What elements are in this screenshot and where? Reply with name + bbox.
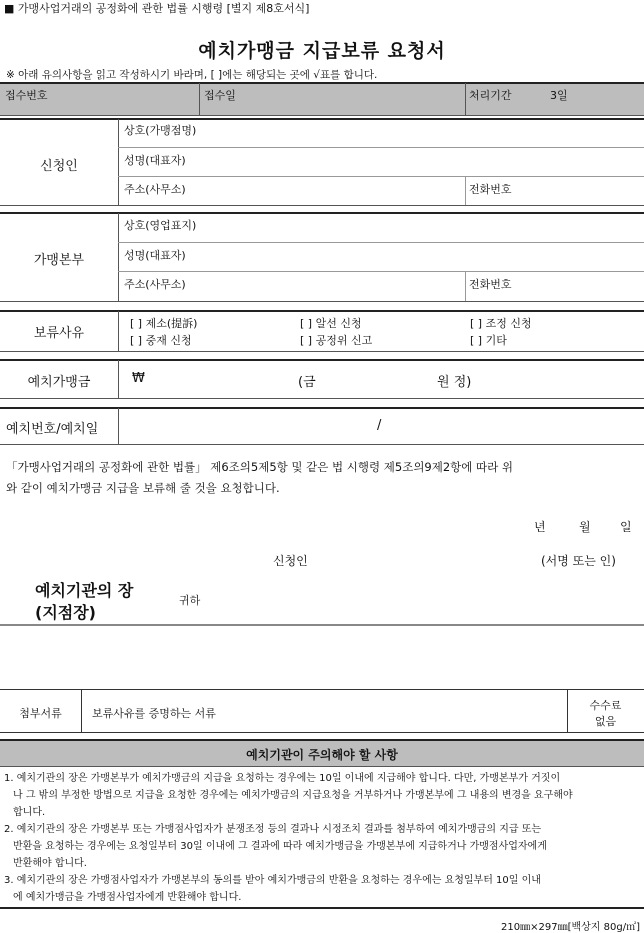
caution-line: 나 그 밖의 부정한 방법으로 지급을 요청한 경우에는 예치가맹금의 지급요청을 거부하거나 가맹본부에 그 내용의 변경을 요구해야 (13, 790, 573, 801)
caution-body (4, 770, 573, 906)
fee-label: 수수료 (589, 699, 622, 712)
date-month-label: 월 (579, 520, 591, 534)
notice-text: ※ 아래 유의사항을 읽고 작성하시기 바라며, [ ]에는 해당되는 곳에 √표를 합니다. (6, 69, 378, 81)
deposit-section-label: 예치가맹금 (27, 375, 91, 390)
paper-size-note: 210㎜×297㎜[백상지 80g/㎡] (501, 922, 640, 933)
amount-open-text: (금 (298, 375, 316, 390)
reason-section-label: 보류사유 (33, 326, 85, 341)
applicant-phone-field[interactable]: 전화번호 (469, 183, 512, 196)
recipient-suffix: 귀하 (179, 594, 201, 607)
date-year-label: 년 (534, 520, 546, 534)
statement-line-2: 와 같이 예치가맹금 지급을 보류해 줄 것을 요청합니다. (6, 481, 280, 495)
signer-label: 신청인 (273, 554, 308, 568)
receipt-number-label: 접수번호 (5, 89, 48, 102)
caution-line: 반환을 요청하는 경우에는 요청일부터 30일 이내에 그 결과에 따라 예치가맹금을 가맹본부에 지급하거나 가맹점사업자에게 (13, 841, 547, 852)
receipt-date-label: 접수일 (204, 89, 236, 102)
caution-line: 합니다. (13, 807, 46, 818)
attachment-label: 첨부서류 (19, 707, 62, 720)
reason-option-arbitration[interactable]: [ ] 중재 신청 (130, 334, 192, 347)
franchisor-address-field[interactable]: 주소(사무소) (124, 278, 186, 291)
reason-option-lawsuit[interactable]: [ ] 제소(提訴) (130, 317, 198, 330)
receipt-row (0, 83, 644, 115)
processing-period-label: 처리기간 (469, 89, 512, 102)
amount-close-text: 원 정) (437, 375, 472, 390)
caution-title: 예치기관이 주의해야 할 사항 (246, 748, 398, 762)
applicant-name-field[interactable]: 성명(대표자) (124, 154, 186, 167)
applicant-section-label: 신청인 (40, 159, 78, 174)
fee-value: 없음 (594, 715, 617, 728)
reason-option-mediation[interactable]: [ ] 알선 신청 (300, 317, 362, 330)
recipient-title: 예치기관의 장 (35, 581, 134, 600)
franchisor-name-field[interactable]: 성명(대표자) (124, 249, 186, 262)
caution-line: 3. 예치기관의 장은 가맹점사업자가 가맹본부의 동의를 받아 예치가맹금의 반환을 요청하는 경우에는 요청일부터 10일 이내 (4, 875, 541, 886)
franchisor-phone-field[interactable]: 전화번호 (469, 278, 512, 291)
applicant-company-field[interactable]: 상호(가맹점명) (124, 124, 197, 137)
caution-line: 2. 예치기관의 장은 가맹본부 또는 가맹점사업자가 분쟁조정 등의 결과나 시정조치 결과를 첨부하여 예치가맹금의 지급 또는 (4, 824, 542, 835)
reason-option-ftc-report[interactable]: [ ] 공정위 신고 (300, 334, 373, 347)
processing-period-value: 3일 (550, 89, 568, 102)
form-header-line: ■ 가맹사업거래의 공정화에 관한 법률 시행령 [별지 제8호서식] (4, 2, 310, 15)
franchisor-company-field[interactable]: 상호(영업표지) (124, 219, 197, 232)
deposit-no-separator: / (377, 418, 382, 433)
caution-line: 1. 예치기관의 장은 가맹본부가 예치가맹금의 지급을 요청하는 경우에는 10일 이내에 지급해야 합니다. 다만, 가맹본부가 거짓이 (4, 773, 561, 784)
form-title: 예치가맹금 지급보류 요청서 (198, 40, 446, 62)
won-symbol: ₩ (132, 371, 145, 386)
attachment-content: 보류사유를 증명하는 서류 (92, 707, 216, 720)
applicant-address-field[interactable]: 주소(사무소) (124, 183, 186, 196)
statement-line-1: 「가맹사업거래의 공정화에 관한 법률」 제6조의5제5항 및 같은 법 시행령 제5조의9제2항에 따라 위 (6, 460, 514, 474)
caution-line: 에 예치가맹금을 가맹점사업자에게 반환해야 합니다. (13, 892, 242, 903)
deposit-no-section-label: 예치번호/예치일 (6, 422, 99, 437)
reason-option-other[interactable]: [ ] 기타 (470, 334, 507, 347)
franchisor-section-label: 가맹본부 (33, 253, 85, 268)
recipient-subtitle: (지점장) (35, 603, 96, 622)
date-day-label: 일 (620, 520, 632, 534)
deposit-no-field[interactable] (125, 410, 635, 442)
caution-line: 반환해야 합니다. (13, 858, 87, 869)
sign-hint: (서명 또는 인) (541, 554, 616, 568)
deposit-amount-field[interactable] (150, 362, 290, 394)
reason-option-conciliation[interactable]: [ ] 조정 신청 (470, 317, 532, 330)
